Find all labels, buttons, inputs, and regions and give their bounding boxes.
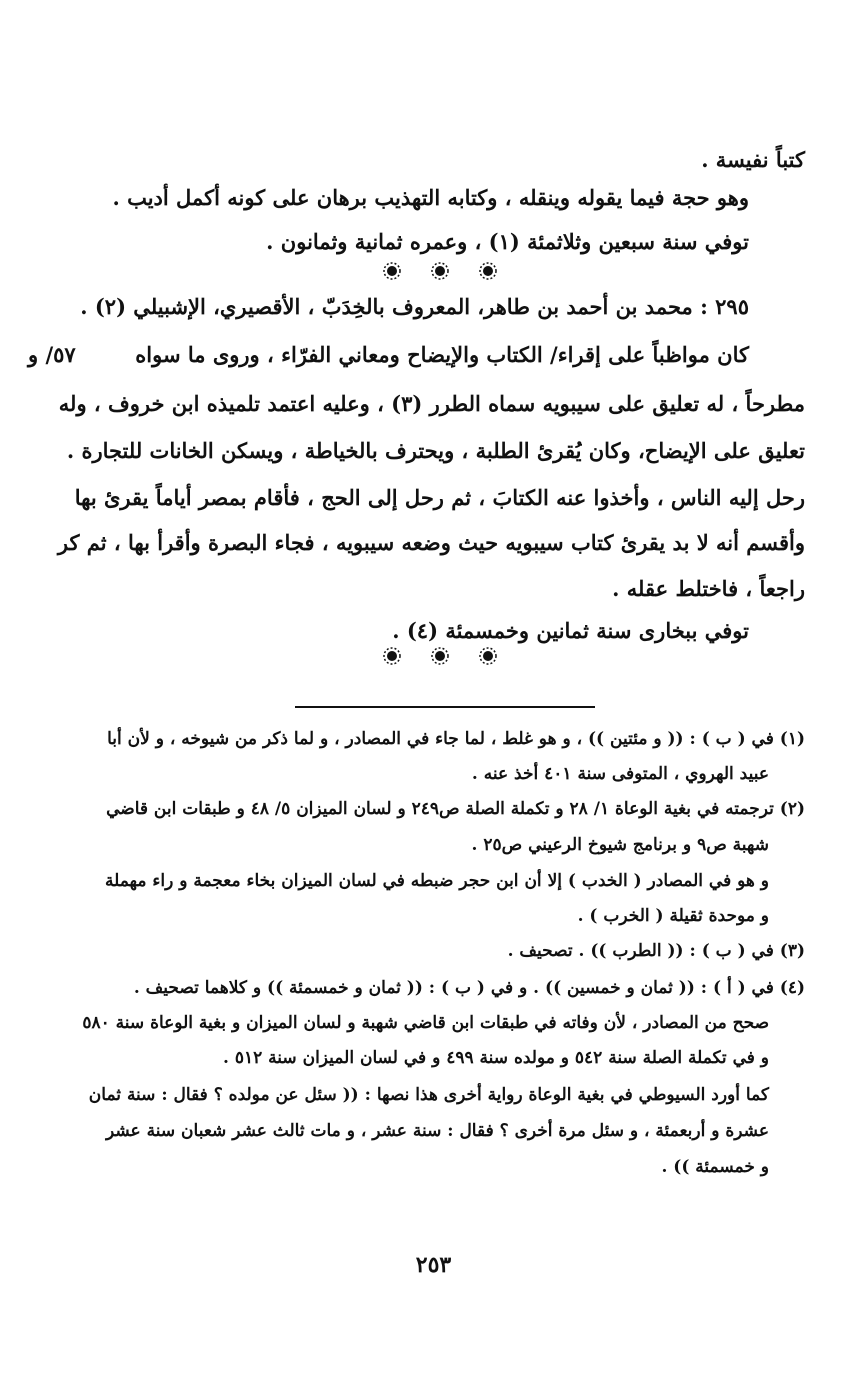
footnote-line: كما أورد السيوطي في بغية الوعاة رواية أخرى هذا نصها : (( سئل عن مولده ؟ فقال : سنة ثمان — [88, 1085, 769, 1105]
footnote-line: صحح من المصادر ، لأن وفاته في طبقات ابن قاضي شهبة و لسان الميزان و بغية الوعاة سنة ٥٨٠ — [82, 1013, 769, 1033]
footnote-line: عبيد الهروي ، المتوفى سنة ٤٠١ أخذ عنه . — [471, 764, 769, 784]
star-ornament-icon — [431, 262, 449, 280]
text-line: مطرحاً ، له تعليق على سيبويه سماه الطرر (٣) ، وعليه اعتمد تلميذه ابن خروف ، وله — [58, 391, 805, 416]
footnote-separator — [295, 706, 595, 708]
footnote-line: و في تكملة الصلة سنة ٥٤٢ و مولده سنة ٤٩٩ و في لسان الميزان سنة ٥١٢ . — [223, 1048, 769, 1068]
text-line: راجعاً ، فاختلط عقله . — [612, 576, 805, 601]
star-ornament-icon — [383, 647, 401, 665]
text-line: رحل إليه الناس ، وأخذوا عنه الكتابَ ، ثم رحل إلى الحج ، فأقام بمصر أياماً يقرئ بها — [74, 485, 805, 510]
star-ornament-icon — [383, 262, 401, 280]
footnote-line: (٤) في ( أ ) : (( ثمان و خمسين )) . و في ( ب ) : (( ثمان و خمسمئة )) و كلاهما تصحيف . — [133, 978, 805, 998]
footnote-line: و موحدة ثقيلة ( الخرب ) . — [577, 906, 769, 926]
footnote-line: (١) في ( ب ) : (( و مئتين )) ، و هو غلط ، لما جاء في المصادر ، و لما ذكر من شيوخه ، و لأن أبا — [107, 729, 805, 749]
text-line: كتباً نفيسة . — [701, 147, 805, 172]
text-line: وأقسم أنه لا بد يقرئ كتاب سيبويه حيث وضعه سيبويه ، فجاء البصرة وأقرأ بها ، ثم كر — [57, 530, 805, 555]
section-divider-stars — [340, 647, 540, 665]
page-number: ٢٥٣ — [415, 1252, 452, 1278]
footnote-line: و هو في المصادر ( الخدب ) إلا أن ابن حجر ضبطه في لسان الميزان بخاء معجمة و راء مهملة — [104, 871, 769, 891]
text-line: وهو حجة فيما يقوله وينقله ، وكتابه التهذيب برهان على كونه أكمل أديب . — [112, 185, 749, 210]
star-ornament-icon — [479, 647, 497, 665]
margin-folio-ref: ٥٧/ و — [28, 342, 76, 367]
footnote-line: (٢) ترجمته في بغية الوعاة ١/ ٢٨ و تكملة الصلة ص٢٤٩ و لسان الميزان ٥/ ٤٨ و طبقات ابن قاضي — [106, 799, 805, 819]
section-divider-stars — [340, 262, 540, 280]
entry-heading: ٢٩٥ : محمد بن أحمد بن طاهر، المعروف بالخِدَبّ ، الأقصيري، الإشبيلي (٢) . — [80, 294, 749, 319]
text-line: كان مواظباً على إقراء/ الكتاب والإيضاح ومعاني الفرّاء ، وروى ما سواه — [135, 342, 749, 367]
footnote-line: (٣) في ( ب ) : (( الطرب )) . تصحيف . — [507, 941, 805, 961]
text-line: توفي سنة سبعين وثلاثمئة (١) ، وعمره ثمانية وثمانون . — [266, 229, 749, 254]
star-ornament-icon — [479, 262, 497, 280]
footnote-line: عشرة و أربعمئة ، و سئل مرة أخرى ؟ فقال : سنة عشر ، و مات ثالث عشر شعبان سنة عشر — [106, 1121, 769, 1141]
text-line: توفي ببخارى سنة ثمانين وخمسمئة (٤) . — [392, 618, 749, 643]
star-ornament-icon — [431, 647, 449, 665]
footnote-line: شهبة ص٩ و برنامج شيوخ الرعيني ص٢٥ . — [471, 835, 769, 855]
footnote-line: و خمسمئة )) . — [661, 1157, 769, 1177]
text-line: تعليق على الإيضاح، وكان يُقرئ الطلبة ، ويحترف بالخياطة ، ويسكن الخانات للتجارة . — [66, 438, 805, 463]
